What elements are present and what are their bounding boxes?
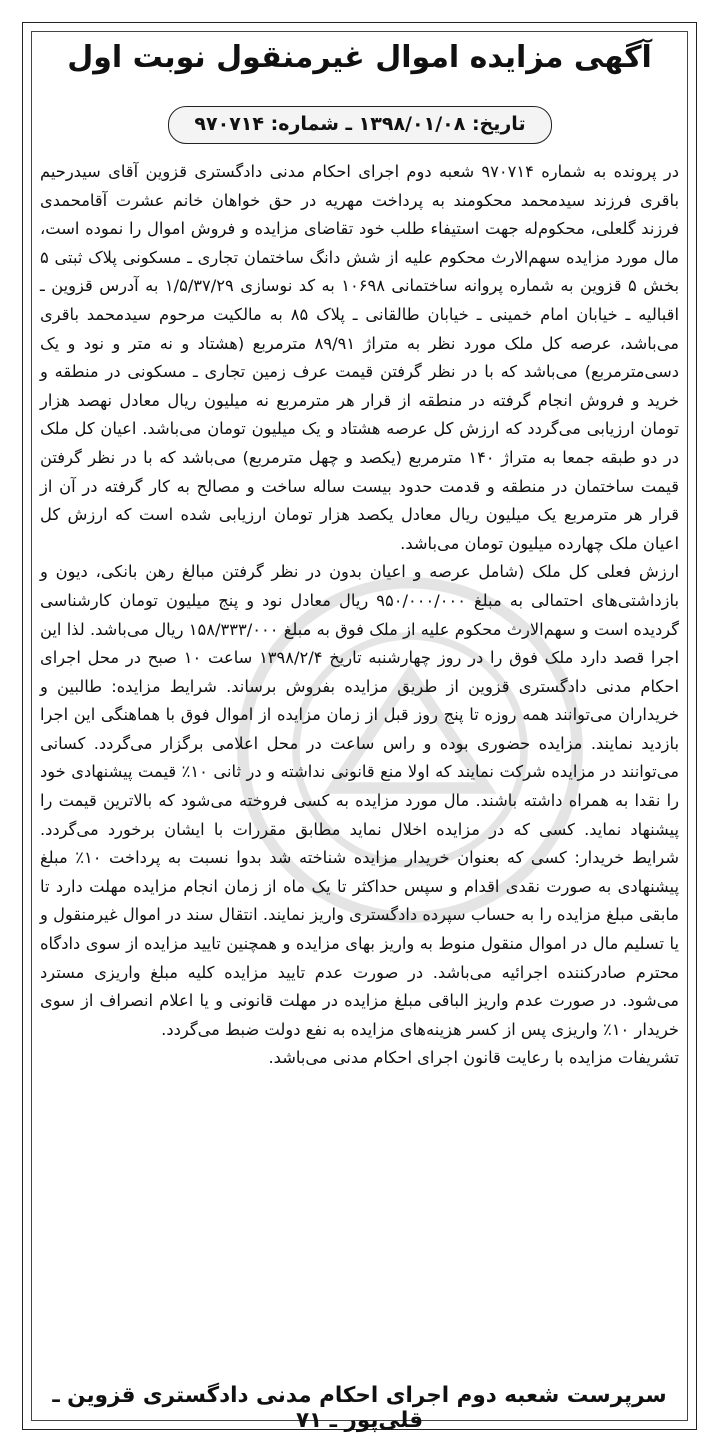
notice-body [40, 158, 679, 1073]
body-paragraph: ارزش فعلی کل ملک (شامل عرصه و اعیان بدون در نظر گرفتن مبالغ رهن بانکی، دیون و بازداشتی‌های احتمالی به مبلغ ۹۵۰/۰۰۰/۰۰۰ ریال معادل نود و پنج میلیون تومان کارشناسی گردیده است و سهم‌الارث محکوم علیه از ملک فوق به مبلغ ۱۵۸/۳۳۳/۰۰۰ ریال می‌باشد. لذا این اجرا قصد دارد ملک فوق را در روز چهارشنبه تاریخ ۱۳۹۸/۲/۴ ساعت ۱۰ صبح در محل اجرای احکام مدنی دادگستری قزوین از طریق مزایده بفروش برساند. شرایط مزایده: طالبین و خریداران می‌توانند همه روزه تا پنج روز قبل از زمان مزایده از اموال فوق با هماهنگی این اجرا بازدید نمایند. مزایده حضوری بوده و راس ساعت در محل اعلامی برگزار می‌گردد. کسانی می‌توانند در مزایده شرکت نمایند که اولا منع قانونی نداشته و در ثانی ۱۰٪ قیمت پیشنهادی خود را نقدا به همراه داشته باشند. مال مورد مزایده به کسی فروخته می‌شود که بالاترین قیمت را پیشنهاد نماید. کسی که در مزایده اخلال نماید مطابق مقررات با ایشان برخورد می‌گردد. شرایط خریدار: کسی که بعنوان خریدار مزایده شناخته شد بدوا نسبت به پرداخت ۱۰٪ مبلغ پیشنهادی به صورت نقدی اقدام و سپس حداکثر تا یک ماه از زمان انجام مزایده مهلت دارد تا مابقی مبلغ مزایده را به حساب سپرده دادگستری واریز نمایند. انتقال سند در اموال غیرمنقول و یا تسلیم مال در اموال منقول منوط به واریز بهای مزایده و همچنین تایید مزایده از سوی دادگاه محترم صادرکننده اجرائیه می‌باشد. در صورت عدم تایید مزایده کلیه مبلغ واریزی مسترد می‌شود. در صورت عدم واریز الباقی مبلغ مزایده در مهلت قانونی و یا اعلام انصراف از سوی خریدار ۱۰٪ واریزی پس از کسر هزینه‌های مزایده به نفع دولت ضبط می‌گردد. [40, 562, 679, 1039]
signature-line: سرپرست شعبه دوم اجرای احکام مدنی دادگستری قزوین ـ قلی‌پور ـ ۷۱ [52, 1383, 667, 1433]
body-paragraph: در پرونده به شماره ۹۷۰۷۱۴ شعبه دوم اجرای احکام مدنی دادگستری قزوین آقای سیدرحیم باقری فرزند سیدمحمد محکومند به پرداخت مهریه در حق خواهان خانم عشرت آقامحمدی فرزند گلعلی، محکوم‌له جهت استیفاء طلب خود تقاضای مزایده و فروش اموال را نموده است، مال مورد مزایده سهم‌الارث محکوم علیه از شش دانگ ساختمان تجاری ـ مسکونی پلاک ثبتی ۵ بخش ۵ قزوین به شماره پروانه ساختمانی ۱۰۶۹۸ به کد نوسازی ۱/۵/۳۷/۲۹ به آدرس قزوین ـ اقبالیه ـ خیابان امام خمینی ـ خیابان طالقانی ـ پلاک ۸۵ به مالکیت مرحوم سیدمحمد باقری می‌باشد، عرصه کل ملک مورد نظر به متراژ ۸۹/۹۱ مترمربع (هشتاد و نه متر و نود و یک دسی‌مترمربع) می‌باشد که با در نظر گرفتن قیمت عرف زمین تجاری ـ مسکونی در منطقه و خرید و فروش انجام گرفته در منطقه از قرار هر مترمربع نه میلیون ریال معادل نهصد هزار تومان ارزیابی می‌گردد که ارزش کل عرصه هشتاد و یک میلیون تومان می‌باشد. اعیان کل ملک در دو طبقه جمعا به متراژ ۱۴۰ مترمربع (یکصد و چهل مترمربع) می‌باشد که با در نظر گرفتن قیمت ساختمان در منطقه و قدمت حدود بیست ساله ساخت و مصالح به کار گرفته در آن از قرار هر مترمربع یک میلیون ریال معادل یکصد هزار تومان ارزیابی شده است که ارزش کل اعیان ملک چهارده میلیون تومان می‌باشد. [40, 162, 680, 553]
notice-title: آگهی مزایده اموال غیرمنقول نوبت اول [67, 40, 652, 75]
body-paragraph: تشریفات مزایده با رعایت قانون اجرای احکام مدنی می‌باشد. [268, 1048, 679, 1068]
date-and-number: تاریخ: ۱۳۹۸/۰۱/۰۸ ـ شماره: ۹۷۰۷۱۴ [168, 106, 552, 144]
